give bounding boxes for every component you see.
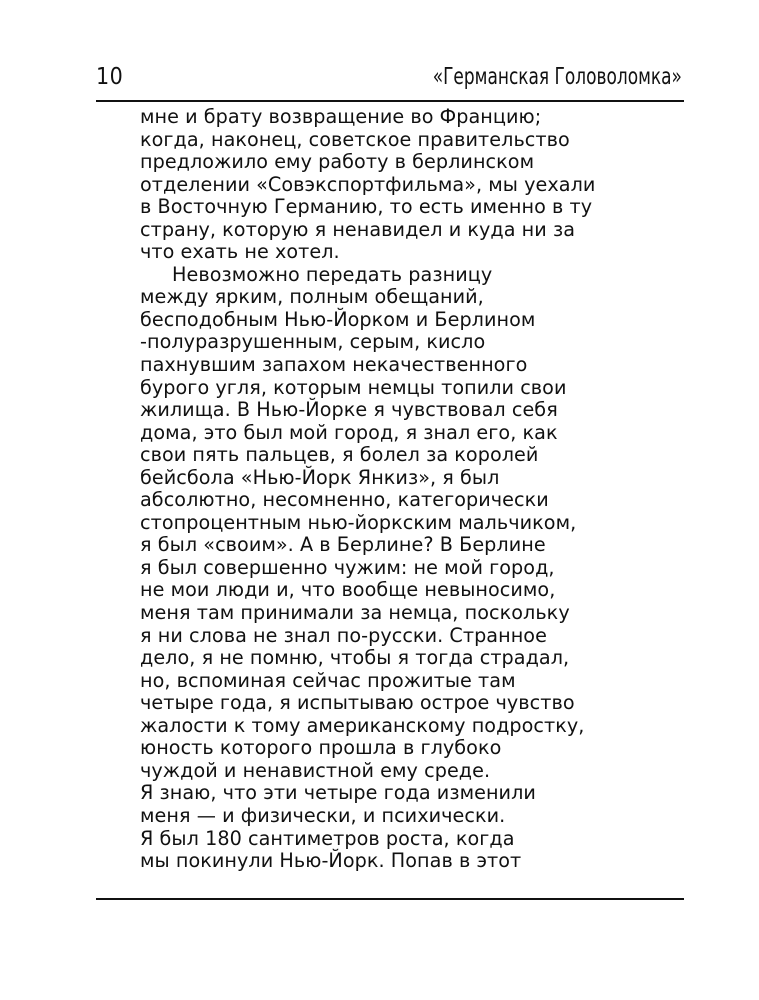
text-line: я был «своим». А в Берлине? В Берлине	[140, 533, 546, 557]
text-line: Я знаю, что эти четыре года изменили	[140, 781, 536, 805]
page-number: 10	[96, 64, 124, 90]
text-line: не мои люди и, что вообще невыносимо,	[140, 578, 556, 602]
text-line: я ни слова не знал по-русски. Странное	[140, 623, 547, 647]
text-line: но, вспоминая сейчас прожитые там	[140, 668, 516, 692]
text-line: жалости к тому американскому подростку,	[140, 713, 585, 737]
text-line: юность которого прошла в глубоко	[140, 736, 502, 760]
header-rule	[96, 100, 684, 102]
text-line: мне и брату возвращение во Францию;	[140, 105, 542, 128]
text-line: пахнувшим запахом некачественного	[140, 353, 528, 377]
text-line: свои пять пальцев, я болел за королей	[140, 443, 539, 467]
text-line: я был совершенно чужим: не мой город,	[140, 555, 555, 579]
text-line: Я был 180 сантиметров роста, когда	[140, 826, 515, 850]
text-line: страну, которую я ненавидел и куда ни за	[140, 217, 576, 241]
text-line: дело, я не помню, чтобы я тогда страдал,	[140, 646, 570, 670]
text-line: мы покинули Нью-Йорк. Попав в этот	[140, 849, 522, 873]
text-line: стопроцентным нью-йоркским мальчиком,	[140, 510, 577, 534]
text-line: что ехать не хотел.	[140, 240, 340, 264]
text-line: четыре года, я испытываю острое чувство	[140, 691, 575, 715]
text-line: предложило ему работу в берлинском	[140, 150, 535, 174]
text-line: в Восточную Германию, то есть именно в ту	[140, 195, 593, 219]
running-title: «Германская Головоломка»	[432, 64, 682, 90]
text-line: меня там принимали за немца, поскольку	[140, 601, 570, 625]
text-line: жилища. В Нью-Йорке я чувствовал себя	[140, 398, 558, 422]
page-header	[96, 62, 684, 100]
text-line: дома, это был мой город, я знал его, как	[140, 420, 558, 444]
text-line: между ярким, полным обещаний,	[140, 285, 484, 309]
text-line: меня — и физически, и психически.	[140, 803, 506, 827]
footer-rule	[96, 898, 684, 900]
paragraph-first-line: Невозможно передать разницу	[172, 262, 493, 286]
text-line: абсолютно, несомненно, категорически	[140, 488, 549, 512]
text-line: -полуразрушенным, серым, кисло	[140, 330, 486, 354]
text-line: когда, наконец, советское правительство	[140, 127, 570, 151]
text-line: бейсбола «Нью-Йорк Янкиз», я был	[140, 465, 500, 489]
text-line: бурого угля, которым немцы топили свои	[140, 375, 567, 399]
text-line: отделении «Совэкспортфильма», мы уехали	[140, 172, 596, 196]
text-line: чуждой и ненавистной ему среде.	[140, 758, 491, 782]
text-line: бесподобным Нью-Йорком и Берлином	[140, 307, 536, 331]
body-text	[140, 105, 596, 873]
